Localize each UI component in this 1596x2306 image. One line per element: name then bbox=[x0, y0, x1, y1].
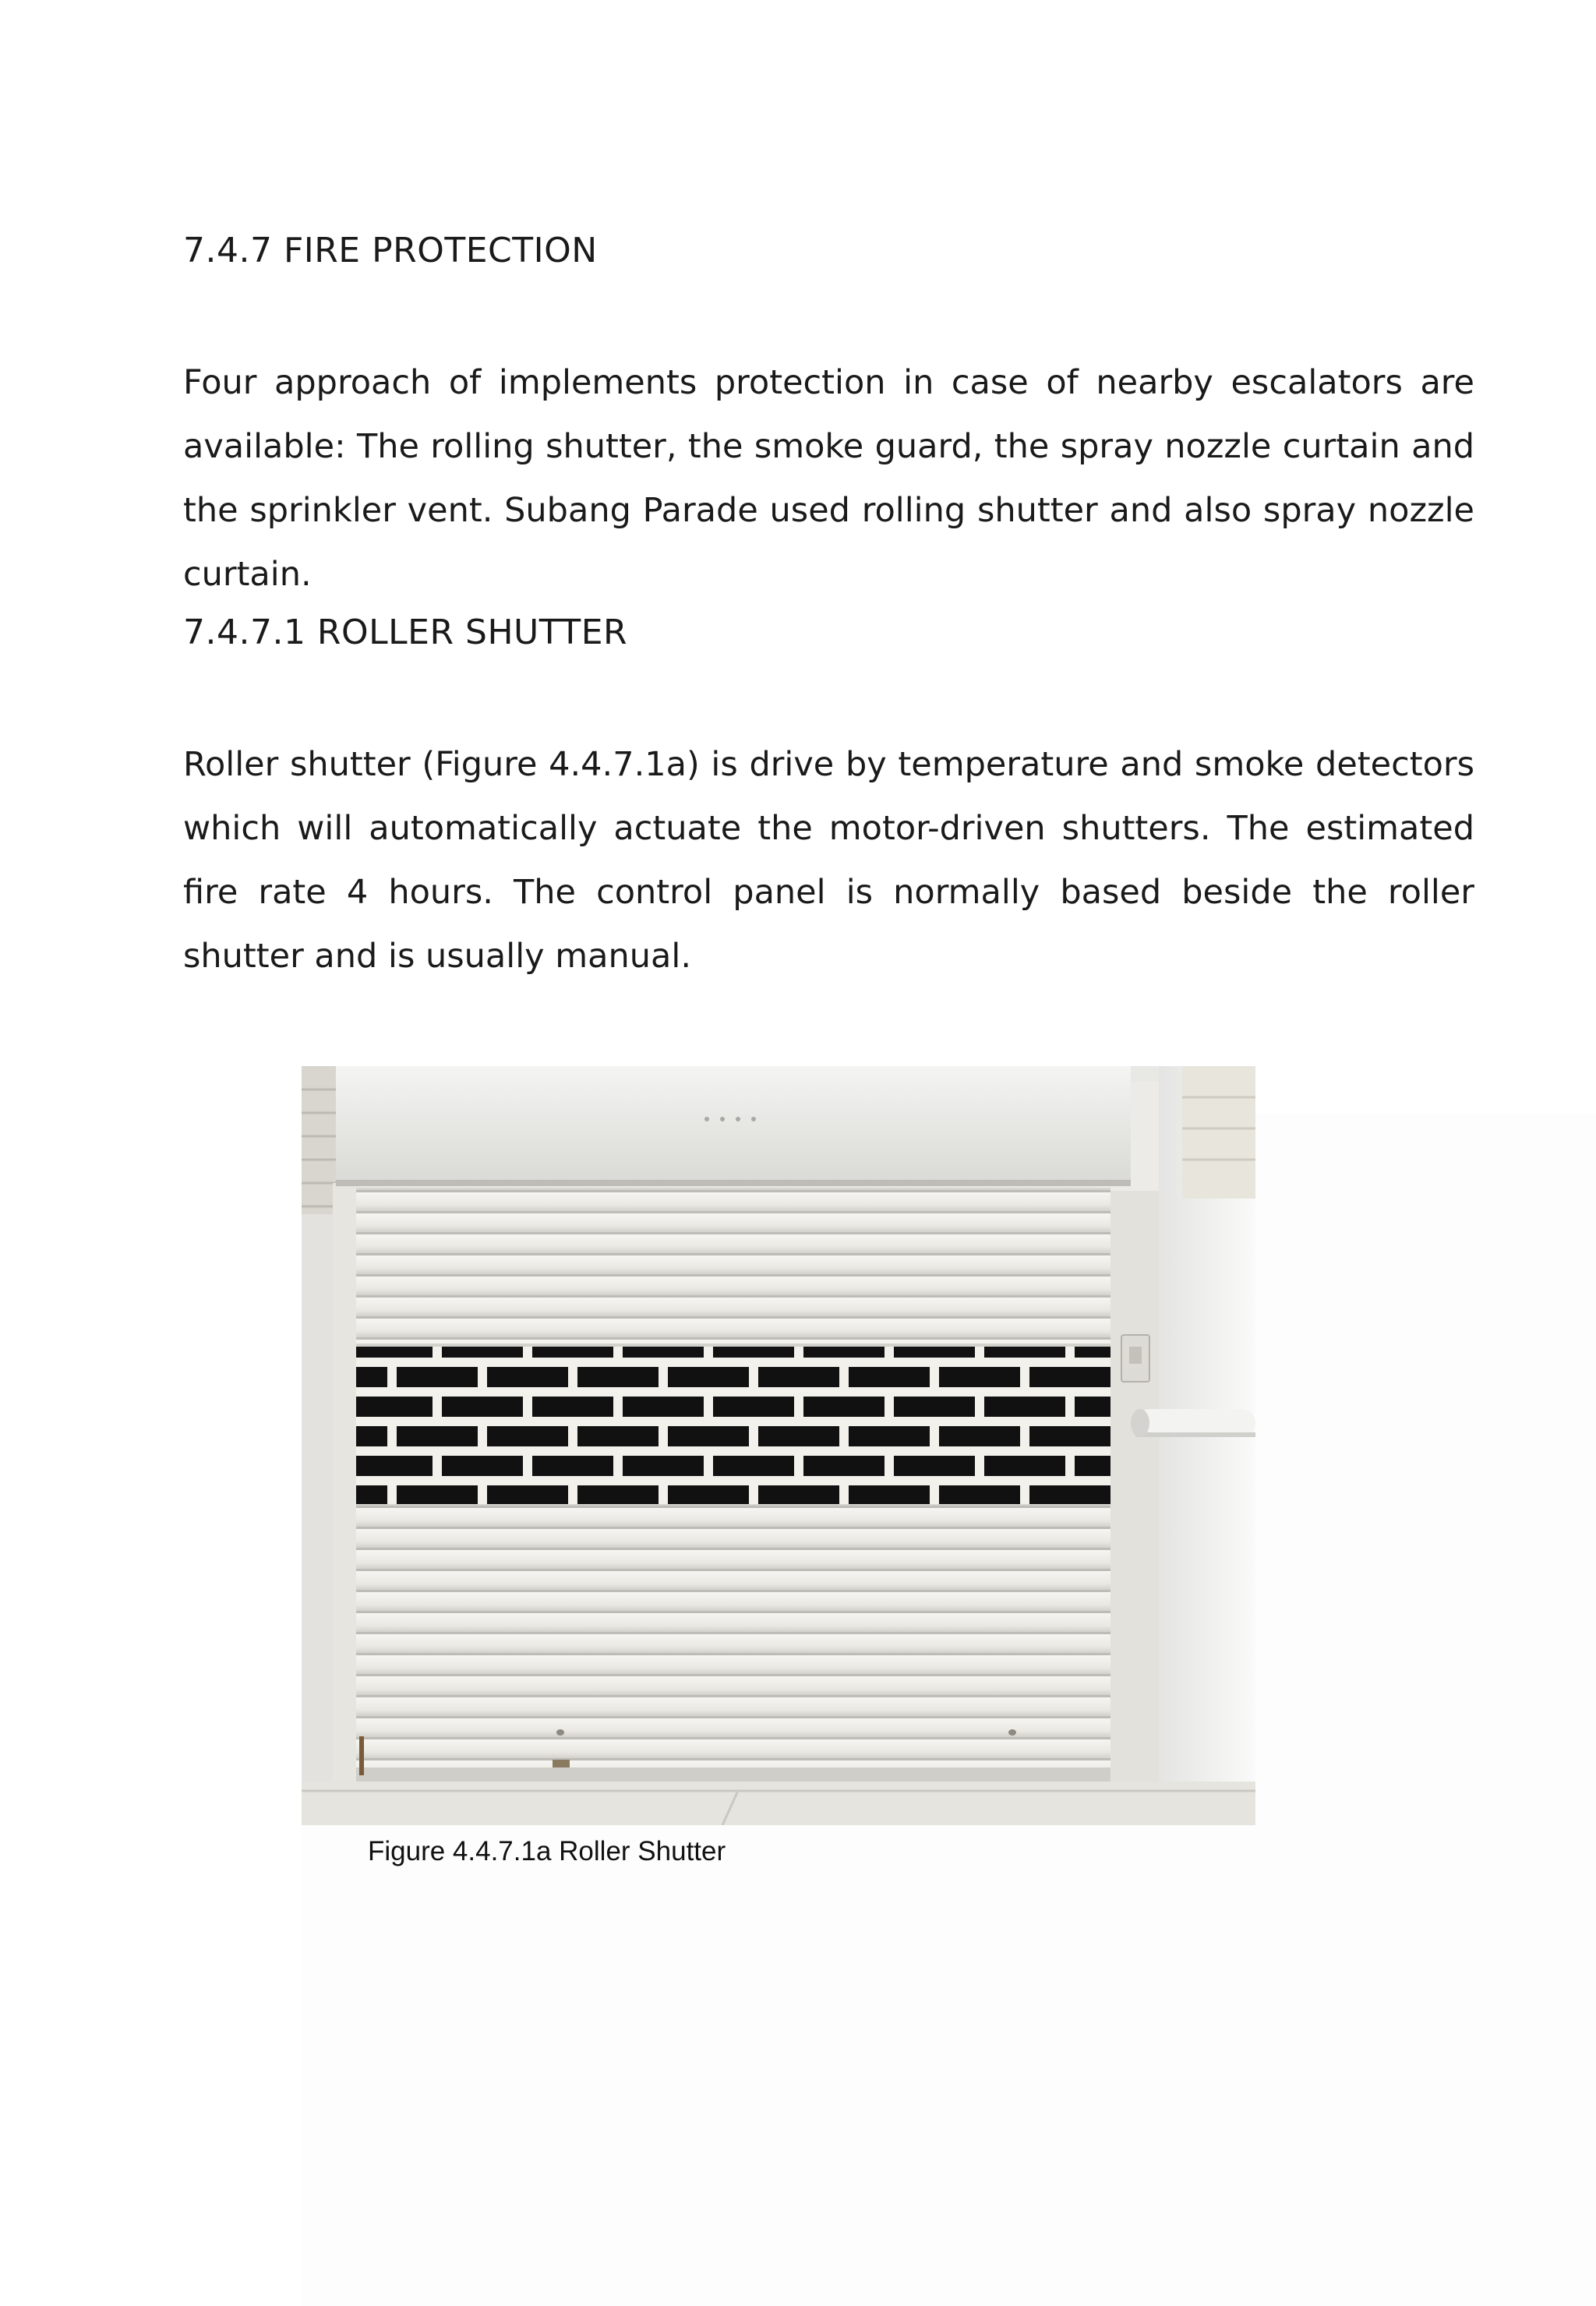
subsection-paragraph: Roller shutter (Figure 4.4.7.1a) is drive by temperature and smoke detectors which will automatically actuate the motor-driven shutters. The estimated fire rate 4 hours. The control panel is normally based beside the roller shutter and is usually manual. bbox=[183, 745, 1474, 976]
section-paragraph: Four approach of implements protection in case of nearby escalators are available: The rolling shutter, the smoke guard, the spray nozzle curtain and the sprinkler vent. Subang Parade used rolling shutter and also spray nozzle curtain. bbox=[183, 363, 1474, 594]
roller-shutter-photo bbox=[302, 1066, 1255, 1825]
section-heading: 7.4.7 FIRE PROTECTION bbox=[183, 231, 598, 270]
figure-caption: Figure 4.4.7.1a Roller Shutter bbox=[368, 1836, 726, 1866]
subsection-heading: 7.4.7.1 ROLLER SHUTTER bbox=[183, 613, 628, 652]
